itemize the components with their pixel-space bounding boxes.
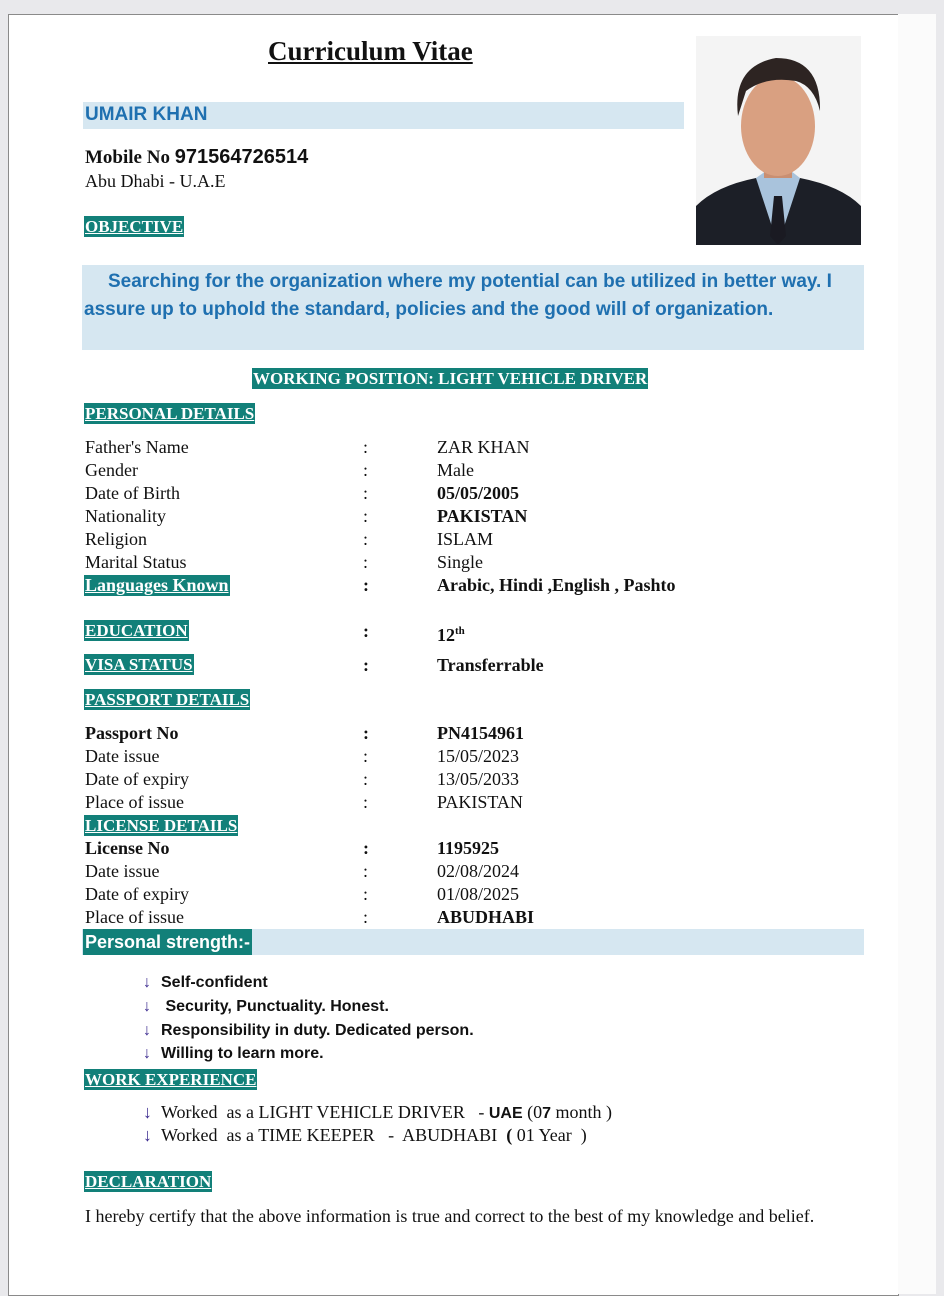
- strength-text: Self-confident: [161, 974, 268, 991]
- work-item: [143, 1125, 587, 1146]
- row-colon: :: [363, 460, 369, 480]
- row-label: Marital Status: [85, 552, 187, 572]
- education-heading: EDUCATION: [85, 621, 188, 640]
- detail-row: [85, 551, 785, 574]
- row-colon: :: [363, 884, 369, 904]
- row-colon: :: [363, 437, 369, 457]
- arrow-bullet-icon: ↓: [143, 1022, 151, 1039]
- detail-row: [85, 906, 785, 929]
- row-label: Date of Birth: [85, 483, 180, 503]
- row-label: Father's Name: [85, 437, 189, 457]
- row-value: 15/05/2023: [437, 746, 520, 766]
- education-row: [85, 620, 785, 643]
- visa-value: Transferrable: [437, 655, 544, 675]
- row-value: Male: [437, 460, 474, 480]
- row-value: ISLAM: [437, 529, 494, 549]
- row-value: ZAR KHAN: [437, 437, 530, 457]
- page-title: Curriculum Vitae: [268, 36, 473, 66]
- languages-heading: Languages Known: [85, 575, 229, 595]
- location: Abu Dhabi - U.A.E: [85, 171, 226, 191]
- detail-row: [85, 574, 785, 597]
- row-label: Date of expiry: [85, 769, 189, 789]
- work-text: Worked as a LIGHT VEHICLE DRIVER -: [161, 1102, 489, 1122]
- arrow-bullet-icon: ↓: [143, 1125, 152, 1145]
- declaration-text: I hereby certify that the above information is true and correct to the best of my knowledge and belief.: [85, 1206, 815, 1226]
- detail-row: [85, 791, 785, 814]
- mobile-label: Mobile No: [85, 147, 170, 168]
- row-label: Date of expiry: [85, 884, 189, 904]
- row-colon: :: [363, 529, 369, 549]
- row-colon: :: [363, 483, 369, 503]
- work-text: month ): [551, 1102, 613, 1122]
- row-label: Nationality: [85, 506, 166, 526]
- row-value: 1195925: [437, 838, 500, 858]
- row-colon: :: [363, 746, 369, 766]
- row-label: Place of issue: [85, 792, 184, 812]
- detail-row: [85, 768, 785, 791]
- row-label: Date issue: [85, 861, 160, 881]
- page-edge: [898, 14, 936, 1294]
- row-colon: :: [363, 655, 369, 675]
- candidate-name: UMAIR KHAN: [85, 104, 208, 125]
- detail-row: [85, 883, 785, 906]
- row-value: PN4154961: [437, 723, 524, 743]
- detail-row: [85, 745, 785, 768]
- mobile-line: [85, 146, 308, 169]
- profile-photo: [696, 36, 861, 245]
- strength-text: Responsibility in duty. Dedicated person.: [161, 1022, 474, 1039]
- education-value: 12: [437, 625, 455, 645]
- strength-item: [143, 1022, 474, 1040]
- row-colon: :: [363, 621, 369, 641]
- work-location: UAE: [488, 1105, 523, 1122]
- objective-text: Searching for the organization where my potential can be utilized in better way. I assure up to uphold the standard, policies and the good will of organization.: [84, 271, 832, 320]
- row-value: PAKISTAN: [437, 792, 523, 812]
- working-position: WORKING POSITION: LIGHT VEHICLE DRIVER: [253, 369, 648, 388]
- row-colon: :: [363, 838, 369, 858]
- strength-item: [143, 998, 389, 1016]
- detail-row: [85, 482, 785, 505]
- row-value: 13/05/2033: [437, 769, 520, 789]
- row-colon: :: [363, 769, 369, 789]
- row-value: Arabic, Hindi ,English , Pashto: [437, 575, 676, 595]
- work-text: Worked as a TIME KEEPER - ABUDHABI: [161, 1125, 507, 1145]
- arrow-bullet-icon: ↓: [143, 998, 151, 1015]
- education-sup: th: [455, 625, 465, 637]
- row-label: Place of issue: [85, 907, 184, 927]
- passport-heading: PASSPORT DETAILS: [85, 690, 250, 709]
- strength-item: [143, 974, 268, 992]
- row-colon: :: [363, 552, 369, 572]
- arrow-bullet-icon: ↓: [143, 1102, 152, 1122]
- row-value: Single: [437, 552, 484, 572]
- mobile-number: 971564726514: [174, 146, 309, 168]
- visa-heading: VISA STATUS: [85, 655, 193, 674]
- work-paren: (: [506, 1125, 513, 1145]
- row-value: PAKISTAN: [437, 506, 528, 526]
- strength-text: Security, Punctuality. Honest.: [161, 998, 389, 1015]
- row-label: License No: [85, 838, 170, 858]
- detail-row: [85, 528, 785, 551]
- row-value: 05/05/2005: [437, 483, 520, 503]
- detail-row: [85, 860, 785, 883]
- detail-row: [85, 436, 785, 459]
- row-label: Date issue: [85, 746, 160, 766]
- row-colon: :: [363, 907, 369, 927]
- work-item: [143, 1102, 612, 1123]
- row-colon: :: [363, 575, 369, 595]
- personal-details-heading: PERSONAL DETAILS: [85, 404, 255, 423]
- work-heading: WORK EXPERIENCE: [85, 1070, 257, 1089]
- row-colon: :: [363, 506, 369, 526]
- row-label: Religion: [85, 529, 147, 549]
- strength-item: [143, 1045, 324, 1063]
- detail-row: [85, 722, 785, 745]
- row-colon: :: [363, 861, 369, 881]
- objective-heading: OBJECTIVE: [85, 217, 184, 236]
- strength-heading: Personal strength:-: [83, 929, 252, 955]
- work-text: (0: [522, 1102, 543, 1122]
- work-duration: 01 Year ): [512, 1125, 587, 1145]
- row-value: ABUDHABI: [437, 907, 535, 927]
- row-label: Gender: [85, 460, 138, 480]
- arrow-bullet-icon: ↓: [143, 1045, 151, 1062]
- row-label: Passport No: [85, 723, 179, 743]
- declaration-heading: DECLARATION: [85, 1172, 212, 1191]
- arrow-bullet-icon: ↓: [143, 974, 151, 991]
- detail-row: [85, 837, 785, 860]
- strength-text: Willing to learn more.: [161, 1045, 324, 1062]
- row-value: 02/08/2024: [437, 861, 520, 881]
- work-duration: 7: [542, 1105, 552, 1122]
- visa-row: [85, 654, 785, 677]
- row-colon: :: [363, 792, 369, 812]
- row-value: 01/08/2025: [437, 884, 520, 904]
- license-heading: LICENSE DETAILS: [85, 816, 238, 835]
- detail-row: [85, 505, 785, 528]
- detail-row: [85, 459, 785, 482]
- row-colon: :: [363, 723, 369, 743]
